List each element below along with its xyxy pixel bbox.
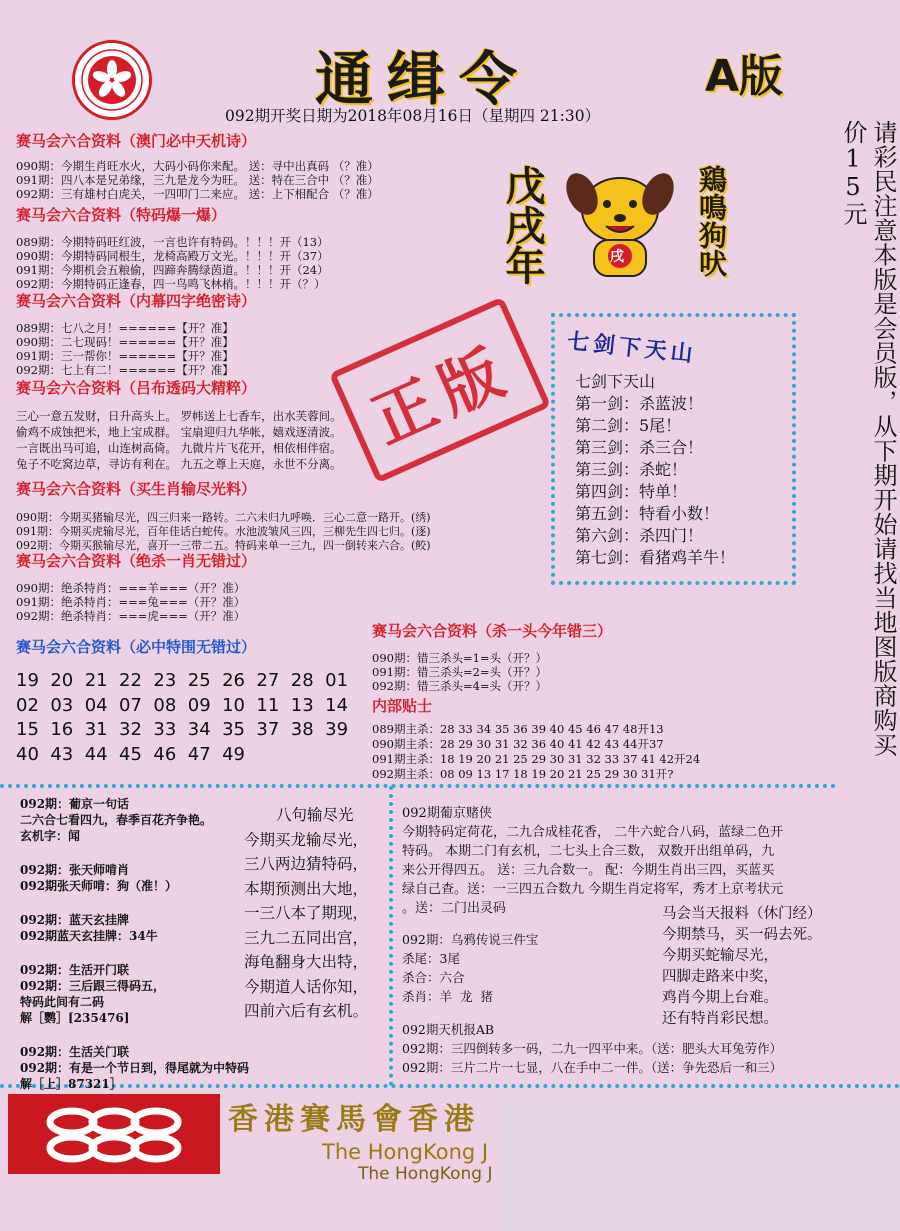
footer-brand-en: The HongKong J xyxy=(358,1164,493,1184)
list-item: 解［鹦］[235476] xyxy=(20,1011,130,1025)
swords-heading: 七剑下天山 xyxy=(575,372,656,391)
section-title: 赛马会六合资料（杀一头今年错三） xyxy=(372,622,613,640)
dog-badge: 戌 xyxy=(610,249,624,265)
list-item: 第四剑：特单！ xyxy=(575,482,688,501)
list-item: 今期买龙输尽光， xyxy=(244,830,369,849)
list-item: 还有特肖彩民想。 xyxy=(662,1011,778,1027)
list-item: 090期：错三杀头=1=头（开？） xyxy=(372,651,548,665)
list-item: 第三剑：杀三合！ xyxy=(575,438,704,457)
footer-strip xyxy=(222,1094,500,1186)
jockey-club-logo-icon xyxy=(8,1094,220,1174)
list-item: 杀合：六合 xyxy=(402,970,465,985)
section-special-code xyxy=(16,204,329,291)
section-macau-poem xyxy=(16,130,379,201)
list-item: 092期：蓝天玄挂牌 xyxy=(20,913,130,927)
number-row: 15 16 31 32 33 34 35 37 38 39 xyxy=(16,719,349,740)
list-item: 092期：错三杀头=4=头（开？） xyxy=(372,679,548,693)
seven-swords-box xyxy=(551,313,796,585)
poem-title: 八句输尽光 xyxy=(276,806,354,824)
year-slogan: 鶏鳴狗吠 xyxy=(695,165,728,277)
list-item: 090期：二七现码！======【开？准】 xyxy=(16,335,234,349)
list-item: 一三八本了期现， xyxy=(244,904,369,922)
horse-poem-title: 马会当天报料（休门经） xyxy=(662,906,822,922)
list-item: 今期禁马，买一码去死。 xyxy=(662,927,822,943)
list-item: 四前六后有玄机。 xyxy=(244,1002,369,1020)
crow-title: 092期：乌鸦传说三件宝 xyxy=(402,932,539,947)
list-item: 杀尾：3尾 xyxy=(402,951,460,966)
list-item: 092期：张天师啃肖 xyxy=(20,863,130,877)
list-item: 第五剑：特看小数！ xyxy=(575,504,720,523)
stamp-text: 正版 xyxy=(361,331,523,458)
insider-title: 内部贴士 xyxy=(372,697,433,715)
list-item: 091期：今期买虎输尽光，百年佳话白蛇传。水池波皱风三四，三柳先生四七归。(逐) xyxy=(16,525,431,538)
section-zodiac-lose xyxy=(16,478,431,553)
section-title: 赛马会六合资料（必中特围无错过） xyxy=(16,638,257,656)
list-item: 090期：今期买猪输尽光，四三归来一路转。二六未归九呼唤．三心二意一路开。(绣) xyxy=(16,511,431,524)
list-item: 第二剑：5尾！ xyxy=(575,416,682,435)
number-row: 19 20 21 22 23 25 26 27 28 01 xyxy=(16,670,349,691)
list-item: 090期：绝杀特肖：===羊===（开？准） xyxy=(16,581,246,595)
list-item: 092期：绝杀特肖：===虎===（开？准） xyxy=(16,609,246,623)
list-item: 玄机字：闻 xyxy=(20,829,81,843)
list-item: 三心一意五发财，日升高头上。 罗帏送上七香车，出水芙蓉间。 xyxy=(16,409,342,423)
list-item: 四脚走路来中奖， xyxy=(662,969,778,985)
member-notice: 请彩民注意本版是会员版，从下期开始请找当地图版商购买价15元 xyxy=(839,120,897,757)
number-row: 40 43 44 45 46 47 49 xyxy=(16,743,245,765)
bauhinia-icon xyxy=(75,43,149,117)
list-item: 绿自己查。送：一三四五合数九 今期生肖定将军，秀才上京考状元 xyxy=(402,882,784,897)
list-item: 兔子不吃窝边草，寻访有利在。 九五之尊上天庭，永世不分离。 xyxy=(16,457,342,471)
list-item: 092期：葡京一句话 xyxy=(20,797,130,811)
list-item: 092期：三有雄村白虎关，一四叩门二来应。 送：上下相配合 （？准） xyxy=(16,187,379,201)
list-item: 第三剑：杀蛇！ xyxy=(575,460,688,479)
list-item: 特码此间有二码 xyxy=(20,995,105,1009)
list-item: 091期：今期机会五粮偷，四蹄奔腾绿茵道。！！！开（24） xyxy=(16,263,329,277)
list-item: 091期主杀：18 19 20 21 25 29 30 31 32 33 37 41 42开24 xyxy=(372,752,701,766)
number-row: 02 03 04 07 08 09 10 11 13 14 xyxy=(16,694,349,716)
crow-panel xyxy=(402,930,538,1006)
dog-mascot xyxy=(560,160,680,280)
footer-brand-en: The HongKong J xyxy=(322,1140,489,1164)
section-kill-zodiac xyxy=(16,550,256,623)
edition-label: A版 xyxy=(705,51,784,102)
list-item: 海龟翻身大出特， xyxy=(244,953,369,971)
swords-banner: 七剑下天山 xyxy=(565,328,698,368)
section-title: 赛马会六合资料（特码爆一爆） xyxy=(16,206,227,224)
list-item: 第一剑：杀蓝波！ xyxy=(575,394,704,413)
footer-background xyxy=(500,1094,900,1231)
list-item: 089期主杀：28 33 34 35 36 39 40 45 46 47 48开13 xyxy=(372,722,664,736)
poem-panel xyxy=(244,803,368,1024)
list-item: 092期主杀：08 09 13 17 18 19 20 21 25 29 30 31开? xyxy=(372,767,674,781)
page-title: 通缉令 xyxy=(315,45,532,113)
list-item: 偷鸡不成蚀把米，地上宝成群。 宝扇迎归九华帐，嬉戏逐清波。 xyxy=(16,425,342,439)
list-item: 092期：今期买猴输尽光，喜开一三带二五。特码来单一三九，四一倒转来六合。(鲛) xyxy=(16,539,431,552)
list-item: 092期：三后跟三得码五， xyxy=(20,979,166,993)
list-item: 092期：有是一个节日到，得尾就为中特码 xyxy=(20,1061,250,1075)
list-item: 解［上］87321］ xyxy=(20,1077,122,1091)
list-item: 092期蓝天玄挂牌：34牛 xyxy=(20,929,158,943)
sky-title: 092期天机报AB xyxy=(402,1022,495,1037)
list-item: 092期张天师啃：狗（准！） xyxy=(20,879,178,893)
list-item: 089期：七八之月！======【开？准】 xyxy=(16,321,234,335)
section-title: 赛马会六合资料（吕布透码大精粹） xyxy=(16,379,257,397)
list-item: 来公开得四五。 送：三九合数一。 配：今期生肖出三四，买蓝买 xyxy=(402,863,775,878)
hk-emblem xyxy=(72,40,152,120)
gamble-title: 092期葡京赌侠 xyxy=(402,806,492,821)
list-item: 三八两边猜特码， xyxy=(244,855,369,873)
list-item: 090期：今期特码同根生，龙椅高殿万文光。！！！开（37） xyxy=(16,249,329,263)
list-item: 092期：三四倒转多一码，二九一四平中来。（送：肥头大耳兔劳作） xyxy=(402,1041,783,1056)
list-item: 鸡肖今期上台难。 xyxy=(662,990,778,1006)
list-item: 三九二五同出宫， xyxy=(244,928,369,947)
list-item: 089期：今期特码旺红波，一言也许有特码。！！！开（13） xyxy=(16,235,329,249)
section-kill-head xyxy=(372,620,700,782)
section-four-char xyxy=(16,290,256,377)
list-item: 091期：三一帮你！======【开？准】 xyxy=(16,349,234,363)
list-item: 092期：生活开门联 xyxy=(20,963,130,977)
section-title: 赛马会六合资料（澳门必中天机诗） xyxy=(16,132,257,150)
list-item: 091期：绝杀特肖：===兔===（开？准） xyxy=(16,595,246,609)
list-item: 今期买蛇输尽光， xyxy=(662,948,778,964)
section-lubu xyxy=(16,377,342,472)
list-item: 092期：七上有二！======【开？准】 xyxy=(16,363,234,377)
section-title: 赛马会六合资料（内幕四字绝密诗） xyxy=(16,292,257,310)
divider xyxy=(389,786,393,1086)
list-item: 091期：错三杀头=2=头（开？） xyxy=(372,665,548,679)
list-item: 090期：今期生肖旺水火，大码小码你来配。 送：寻中出真码 （？准） xyxy=(16,159,379,173)
footer-logo-box xyxy=(8,1094,220,1174)
list-item: 第七剑：看猪鸡羊牛！ xyxy=(575,548,736,567)
draw-date: 092期开奖日期为2018年08月16日（星期四 21:30） xyxy=(225,107,601,125)
list-item: 二六合七看四九，春季百花齐争艳。 xyxy=(20,813,213,827)
list-item: 本期预测出大地， xyxy=(244,879,369,898)
list-item: 092期：今期特码正逢春，四一鸟鸣飞林梢。！！！开（？） xyxy=(16,277,326,291)
list-item: 第六剑：杀四门！ xyxy=(575,526,704,545)
divider xyxy=(0,784,836,788)
footer-brand-cn: 香港賽馬會香港 xyxy=(228,1102,480,1137)
horse-poem xyxy=(662,904,822,1030)
genuine-stamp xyxy=(329,297,551,484)
list-item: 一言既出马可追，山连树高倚。 九微片片飞花开，相依相伴宿。 xyxy=(16,441,342,455)
sky-panel xyxy=(402,1020,782,1077)
list-item: 092期：三片二片一七显，八在手中二一伴。（送：争先恐后一和三） xyxy=(402,1060,783,1075)
list-item: 091期：四八本是兄弟缘，三九是龙今为旺。 送：特在三合中 （？准） xyxy=(16,173,379,187)
section-title: 赛马会六合资料（绝杀一肖无错过） xyxy=(16,552,257,570)
section-title: 赛马会六合资料（买生肖输尽光料） xyxy=(16,480,257,498)
list-item: 今期道人话你知， xyxy=(244,977,369,996)
year-label: 戊戌年 xyxy=(499,165,545,285)
list-item: 090期主杀：28 29 30 31 32 36 40 41 42 43 44开37 xyxy=(372,737,664,751)
list-item: 今期特码定荷花，二九合成桂花香， 二牛六蛇合八码，蓝绿二色开 xyxy=(402,825,784,840)
list-item: 特码。 本期二门有玄机，二七头上合三数， 双数开出组单码，九 xyxy=(402,844,775,859)
list-item: 092期：生活关门联 xyxy=(20,1045,130,1059)
list-item: 杀肖：羊 龙 猪 xyxy=(402,989,493,1004)
section-numbers xyxy=(16,636,348,767)
list-item: 。送：二门出灵码 xyxy=(402,901,507,916)
bottom-right-panel xyxy=(402,804,892,918)
